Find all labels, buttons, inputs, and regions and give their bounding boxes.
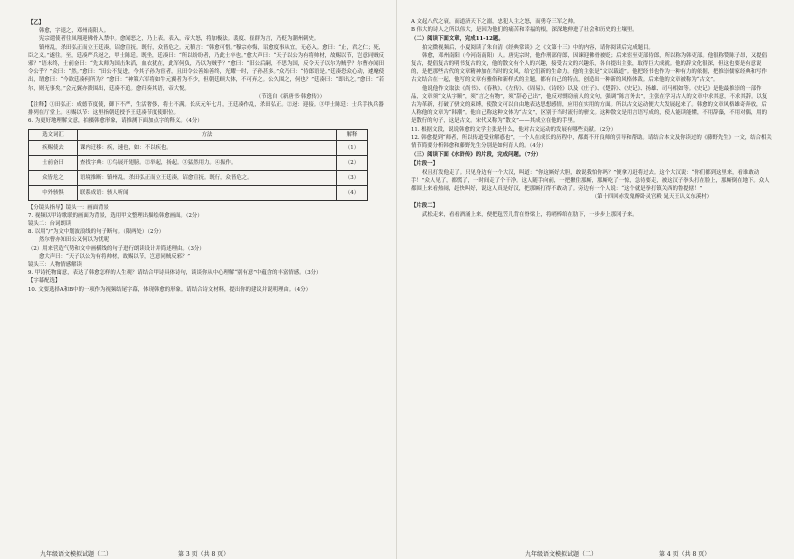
right-page: [397, 0, 794, 559]
question-7: 7. 视频以甲诗歌联的画面为背景，选用甲文整理出描绘韩愈画面。（2分）: [28, 212, 203, 219]
answer-blank[interactable]: （2）: [337, 155, 368, 170]
table-row: [29, 170, 368, 185]
table-cell: 课内迁移：疾，速也，如：不以疾也。: [78, 140, 337, 155]
section-label: 【乙】: [28, 20, 45, 26]
segment-1-text: 权且打发他走了。只见身边有一个大汉，叫道：“你这厮好大胆，敢说我怕你吗？”便拿刀赶将过去。这个大汉说：“你们都到这里来，看谁敢动手！”众人见了，都慌了，一时间走了个干净。这人随手向前，一把揪住那厮，那厮吃了一惊，急待要走，被这汉子拳头打在脸上，那厮倒在地下。众人都围上来看热闹，赶快叫好，说这人真是好汉，把那厮打得不敢动了。旁边有一个人说：“这个就是拳打镇关西的鲁提辖！”: [411, 169, 770, 193]
essay-para-1: 韩愈，邓州南阳（今河南南阳）人。唐宪宗时，他作刑部侍郎，因谏迎佛骨被贬；后来宦至吏部侍郎，所以称为韩吏部。他很称赞陈子昂，又提倡复古，提倡复古的明书复古的文，他的散文有个人的兴趣，接受古文的兴趣乐，各自提出主张，取得巨大成就。他的辞文化很深，但这也要是有意说的，是把那些古代的文章精神加在当时的文风，给它们新的生命力。他的主张是“文以载道”。他把经书也作为一种有力的依据，把推崇儒家经典和写作古文结合在一起，他写的文章有雅俗和新样式的主题，都有自己的特点，创造出一种新的风格体裁。后来他的文章被称为“古文”。: [411, 52, 768, 84]
table-header-row: [29, 129, 368, 140]
segment-1-source: （第十四回赤发鬼醉卧灵官殿 晁天王认义东溪村）: [591, 194, 712, 201]
segment-2-label: 【片段二】: [411, 203, 438, 210]
table-cell: 联系成语：骇人听闻: [78, 185, 337, 200]
table-header: 方法: [78, 129, 337, 140]
answer-blank[interactable]: （3）: [337, 170, 368, 185]
footer-title: 九年级语文模拟试题（二）: [40, 551, 113, 558]
table-cell: 中外骇惧: [29, 185, 78, 200]
part-2-context: 拍完微视频后，小夏阅读了朱自清《经典常谈》之《文第十三》中的内容，请你阅读后完成题目。: [422, 44, 654, 51]
question-6: 6. 为更好地理解文意，拍摄韩愈形象，请推测下面加点字的释义。（4分）: [28, 118, 203, 125]
passage-notes: 【注释】①田弘正：成德节度使，御下不严，生活奢侈，将士不满。长庆元年七月，王廷凑作乱，杀田弘正。②迓：迎接。③甲士陈廷：士兵手执兵器排列在厅堂上。④赐以节：这里指朝廷授予王廷凑节度使职位。: [28, 102, 384, 117]
passage-para-1: 韩愈，字退之，邓州南阳人。: [39, 28, 110, 35]
option-b: B 伟大的诗人之所以伟大，是因为他们的痛苦和幸福的根，深深地伸进了社会和历史的土壤里。: [411, 27, 638, 34]
table-cell: 众皆危之: [29, 170, 78, 185]
passage-para-2: 宪宗遣使者往凤翔迎佛骨入禁中。愈闻恶之，乃上表。表入，帝大怒，将加极法。裴度、崔群为言，乃贬为潮州刺史。: [39, 36, 320, 43]
shot-2-heading: 镜头二：台词朗读: [28, 221, 72, 228]
caption-heading: 【字幕配选】: [28, 278, 61, 285]
footer-page-number: 第 4 页（共 8 页）: [659, 551, 711, 558]
part-2-intro: （二）阅读下面文章，完成11-12题。: [411, 36, 504, 43]
table-row: [29, 155, 368, 170]
segment-2-text: 武松走来，看看酒涌上来，便把毡笠儿背在脊梁上，将哨棒绾在肋下，一步步上那冈子来。: [422, 211, 638, 218]
part-3-intro: （三）阅读下面《水浒传》的片段，完成问题。（7分）: [411, 152, 542, 159]
shot-1-heading: 【分镜头指导】镜头一：画面背景: [28, 204, 109, 211]
table-header: 解释: [337, 129, 368, 140]
table-row: [29, 185, 368, 200]
question-10: 10. 文要选择A和B中的一项作为视频结尾字幕，体现韩愈的形象。请结合诗文材料，提出你的建议并说明理由。（4分）: [28, 286, 312, 293]
passage-source: （节选自《新唐书·韩愈传》）: [255, 93, 325, 100]
table-cell: 语境推断：镇州乱，杀田弘正而立王廷凑，诏愈宣抚。既行，众皆危之。: [78, 170, 337, 185]
table-cell: 士前奋曰: [29, 155, 78, 170]
footer-title: 九年级语文模拟试题（二）: [525, 551, 598, 558]
answer-blank[interactable]: （1）: [337, 140, 368, 155]
table-header: 选文词汇: [29, 129, 78, 140]
question-12: 12. 韩愈提到“师者，所以传道受业解惑也”，一个人在成长的历程中，都离不开良师的引导和帮助。请结合本文及你读过的《藤野先生》一文，结合相关情节简要分析韩愈和藤野先生分别是如何育人的。（4分）: [411, 134, 772, 150]
question-9: 9. 甲诗托物寓意，表达了韩愈怎样的人生观？请结合甲诗具体诗句，谈谈你从中心理解“别有意”中蕴含的丰富情感。（3分）: [28, 270, 322, 277]
question-8-part-2: （2）用来营造气势和文中画横线的句子进行朗读设计并简述理由。（3分）: [28, 245, 205, 252]
table-cell: 疾赐使去: [29, 140, 78, 155]
option-a: A 文起八代之衰，而道济天下之溺，忠犯人主之怒，而勇夺三军之帅。: [411, 19, 579, 25]
question-8-sentence-a: 然尔曹亦知田公又何以为忧呢: [39, 237, 110, 244]
shot-3-heading: 镜头三：人物情感解读: [28, 262, 82, 269]
question-8: 8. 以用“/”为文中划波浪线的句子断句。（限两处）（2分）: [28, 229, 165, 236]
footer-page-number: 第 3 页（共 8 页）: [178, 551, 230, 558]
vocab-table: [28, 129, 368, 201]
essay-para-2: 他说他作文取法《尚书》、《春秋》、《左传》、《周易》、《诗经》以及《庄子》、《楚辞》、《史记》、扬雄、司马相如等。《史记》是他最推崇的一部作品，文章须“文从字顺”，须“言之有物”，须“辞必己出”，他反对剽窃前人的文句，强调“陈言务去”，主张在学习古人的文章中求其意，不求其辞。以复古为革新，打破了骈文的束缚，使散文可以自由地表达思想感情，应用在实用的方面。所以古文运动便大大发展起来了。韩愈的文章风格雄奇奔放，后人称他的文章为“韩潮”。他自己称这种文体为“古文”，区别于当时流行的骈文。这种散文是用言语写成的，使人能读能懂，不用辞藻，不用对偶，用的是散行的句子，这是古文。宋代又称为“散文”——其成立在他的手里。: [411, 85, 768, 125]
answer-blank[interactable]: （4）: [337, 185, 368, 200]
table-row: [29, 140, 368, 155]
question-8-sentence-b: 愈大声曰：“天子以公为有将帅材，故赐以节，岂意同贼反邪？”: [39, 253, 191, 260]
question-11: 11. 根据文段，说说韩愈的文学主张是什么，他对古文运动的发展有哪些贡献。（2分）: [411, 126, 617, 133]
table-cell: 查找字典：①鸟展开翅膀。②举起，扬起。③猛然用力。④振作。: [78, 155, 337, 170]
segment-1-label: 【片段一】: [411, 161, 438, 168]
passage-para-3: 镇州乱，杀田弘正而立王廷凑，诏愈宣抚。既行，众皆危之。元稹言：“韩愈可惜。”穆宗亦悔，诏愈度事从宜，无必入。愈曰：“止，君之仁；死，臣之义。”遂往。至，廷凑严兵迓之，甲士陈廷。既坐，廷凑曰：“所以纷纷者，乃此士卒也。”愈大声曰：“天子以公为有将帅材，故赐以节，岂意同贼反邪？”语未终，士前奋曰：“先太师为国击朱滔，血衣犹在，此军何负，乃以为贼乎？”愈曰：“旧公后嗣，不思为国，反令天子以尔为贼乎？尔曹亦闻田令公乎？”众曰：“然。”愈曰：“田公不复进，今其子孙为宦者，且田令公善始善终，光耀一时，子孙甚多。”众乃曰：“侍郎语是。”廷凑恐众心动，遽麾使出，谓愈曰：“今欲廷凑何所为？”愈曰：“神策六军将如牛元翼者为不少，但朝廷顾大体，不可弃之。公久围之，何也？”廷凑曰：“即出之。”愈曰：“若尔，则无事矣。”会元翼亦溃围出，廷凑不追。愈归奏其语，帝大悦。: [28, 44, 385, 92]
